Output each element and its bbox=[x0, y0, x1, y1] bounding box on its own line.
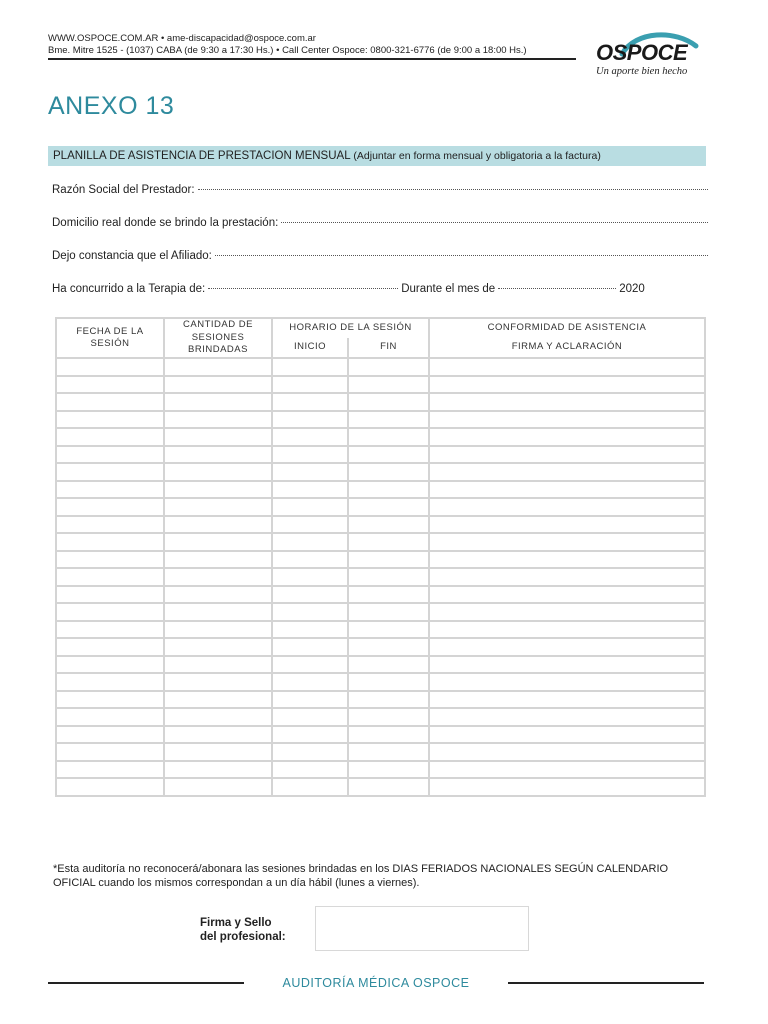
cell-inicio[interactable] bbox=[272, 673, 348, 691]
cell-fecha[interactable] bbox=[56, 516, 164, 534]
mes-label: Durante el mes de bbox=[401, 283, 496, 295]
cell-firma[interactable] bbox=[429, 761, 705, 779]
cell-fecha[interactable] bbox=[56, 638, 164, 656]
cell-firma[interactable] bbox=[429, 691, 705, 709]
attendance-table bbox=[55, 317, 706, 797]
table-row bbox=[56, 638, 705, 656]
cell-cantidad[interactable] bbox=[164, 726, 272, 744]
cell-inicio[interactable] bbox=[272, 708, 348, 726]
cell-fin[interactable] bbox=[348, 673, 429, 691]
cell-fecha[interactable] bbox=[56, 446, 164, 464]
cell-firma[interactable] bbox=[429, 656, 705, 674]
table-row bbox=[56, 516, 705, 534]
cell-fin[interactable] bbox=[348, 708, 429, 726]
cell-fecha[interactable] bbox=[56, 586, 164, 604]
afiliado-field[interactable] bbox=[52, 250, 708, 262]
cell-cantidad[interactable] bbox=[164, 446, 272, 464]
cell-firma[interactable] bbox=[429, 446, 705, 464]
cell-firma[interactable] bbox=[429, 463, 705, 481]
col-header-horario: HORARIO DE LA SESIÓN bbox=[272, 318, 429, 338]
cell-inicio[interactable] bbox=[272, 393, 348, 411]
cell-firma[interactable] bbox=[429, 481, 705, 499]
cell-cantidad[interactable] bbox=[164, 393, 272, 411]
header-contact-line: WWW.OSPOCE.COM.AR • ame-discapacidad@ospoce.com.ar bbox=[48, 33, 316, 44]
cell-inicio[interactable] bbox=[272, 498, 348, 516]
table-row bbox=[56, 498, 705, 516]
cell-inicio[interactable] bbox=[272, 411, 348, 429]
table-row bbox=[56, 428, 705, 446]
razon-social-label: Razón Social del Prestador: bbox=[52, 184, 195, 196]
table-row bbox=[56, 603, 705, 621]
cell-firma[interactable] bbox=[429, 586, 705, 604]
cell-firma[interactable] bbox=[429, 603, 705, 621]
table-row bbox=[56, 446, 705, 464]
cell-inicio[interactable] bbox=[272, 463, 348, 481]
cell-fecha[interactable] bbox=[56, 411, 164, 429]
cell-fin[interactable] bbox=[348, 428, 429, 446]
table-row bbox=[56, 393, 705, 411]
cell-firma[interactable] bbox=[429, 638, 705, 656]
cell-inicio[interactable] bbox=[272, 533, 348, 551]
cell-firma[interactable] bbox=[429, 551, 705, 569]
cell-fin[interactable] bbox=[348, 621, 429, 639]
signature-label-line1: Firma y Sello bbox=[200, 917, 272, 929]
cell-fecha[interactable] bbox=[56, 498, 164, 516]
cell-cantidad[interactable] bbox=[164, 691, 272, 709]
cell-cantidad[interactable] bbox=[164, 603, 272, 621]
cell-inicio[interactable] bbox=[272, 428, 348, 446]
header-divider bbox=[48, 58, 576, 60]
cell-cantidad[interactable] bbox=[164, 621, 272, 639]
cell-fecha[interactable] bbox=[56, 533, 164, 551]
col-header-inicio: INICIO bbox=[272, 338, 348, 358]
cell-inicio[interactable] bbox=[272, 743, 348, 761]
cell-cantidad[interactable] bbox=[164, 708, 272, 726]
table-row bbox=[56, 778, 705, 796]
domicilio-label: Domicilio real donde se brindo la prestación: bbox=[52, 217, 279, 229]
cell-cantidad[interactable] bbox=[164, 656, 272, 674]
cell-fin[interactable] bbox=[348, 358, 429, 376]
terapia-blank[interactable] bbox=[208, 288, 398, 289]
cell-cantidad[interactable] bbox=[164, 498, 272, 516]
table-row bbox=[56, 673, 705, 691]
cell-fecha[interactable] bbox=[56, 393, 164, 411]
afiliado-blank[interactable] bbox=[215, 255, 708, 256]
footer-divider-right bbox=[508, 982, 704, 984]
cell-cantidad[interactable] bbox=[164, 376, 272, 394]
table-row bbox=[56, 761, 705, 779]
logo-wordmark bbox=[596, 40, 708, 66]
cell-firma[interactable] bbox=[429, 428, 705, 446]
signature-label-line2: del profesional: bbox=[200, 931, 286, 943]
table-row bbox=[56, 743, 705, 761]
form-title: PLANILLA DE ASISTENCIA DE PRESTACION MENSUAL bbox=[53, 150, 351, 162]
cell-firma[interactable] bbox=[429, 778, 705, 796]
cell-inicio[interactable] bbox=[272, 691, 348, 709]
cell-inicio[interactable] bbox=[272, 603, 348, 621]
holiday-note: *Esta auditoría no reconocerá/abonara las sesiones brindadas en los DIAS FERIADOS NACIONALES SEGÚN CALENDARIO OFICIAL cuando los mismos correspondan a un día hábil (lunes a viernes). bbox=[53, 863, 669, 889]
cell-firma[interactable] bbox=[429, 743, 705, 761]
cell-fin[interactable] bbox=[348, 586, 429, 604]
logo-tagline: Un aporte bien hecho bbox=[596, 66, 688, 77]
form-subtitle: (Adjuntar en forma mensual y obligatoria a la factura) bbox=[353, 150, 601, 162]
cell-inicio[interactable] bbox=[272, 586, 348, 604]
cell-fin[interactable] bbox=[348, 516, 429, 534]
cell-fecha[interactable] bbox=[56, 761, 164, 779]
cell-fin[interactable] bbox=[348, 481, 429, 499]
cell-fecha[interactable] bbox=[56, 621, 164, 639]
cell-inicio[interactable] bbox=[272, 656, 348, 674]
footer-divider-left bbox=[48, 982, 244, 984]
table-row bbox=[56, 533, 705, 551]
mes-blank[interactable] bbox=[498, 288, 616, 289]
cell-fecha[interactable] bbox=[56, 568, 164, 586]
signature-box[interactable] bbox=[315, 906, 529, 951]
cell-fecha[interactable] bbox=[56, 603, 164, 621]
cell-fin[interactable] bbox=[348, 603, 429, 621]
cell-cantidad[interactable] bbox=[164, 358, 272, 376]
cell-inicio[interactable] bbox=[272, 376, 348, 394]
table-row bbox=[56, 656, 705, 674]
table-row bbox=[56, 411, 705, 429]
cell-fin[interactable] bbox=[348, 411, 429, 429]
afiliado-label: Dejo constancia que el Afiliado: bbox=[52, 250, 212, 262]
cell-cantidad[interactable] bbox=[164, 516, 272, 534]
cell-fecha[interactable] bbox=[56, 551, 164, 569]
form-title-band bbox=[48, 146, 706, 166]
cell-inicio[interactable] bbox=[272, 446, 348, 464]
table-row bbox=[56, 376, 705, 394]
cell-fecha[interactable] bbox=[56, 743, 164, 761]
table-row bbox=[56, 481, 705, 499]
cell-inicio[interactable] bbox=[272, 568, 348, 586]
cell-firma[interactable] bbox=[429, 411, 705, 429]
cell-fin[interactable] bbox=[348, 446, 429, 464]
ospoce-logo bbox=[596, 40, 708, 77]
domicilio-blank[interactable] bbox=[281, 222, 708, 223]
cell-fin[interactable] bbox=[348, 638, 429, 656]
footer-text: AUDITORÍA MÉDICA OSPOCE bbox=[282, 976, 470, 990]
cell-fin[interactable] bbox=[348, 463, 429, 481]
cell-firma[interactable] bbox=[429, 498, 705, 516]
cell-inicio[interactable] bbox=[272, 551, 348, 569]
logo-text: OSPOCE bbox=[596, 40, 688, 65]
cell-fin[interactable] bbox=[348, 498, 429, 516]
cell-inicio[interactable] bbox=[272, 621, 348, 639]
signature-label bbox=[200, 916, 286, 944]
cell-cantidad[interactable] bbox=[164, 568, 272, 586]
cell-fin[interactable] bbox=[348, 656, 429, 674]
cell-firma[interactable] bbox=[429, 568, 705, 586]
cell-firma[interactable] bbox=[429, 358, 705, 376]
cell-firma[interactable] bbox=[429, 673, 705, 691]
cell-inicio[interactable] bbox=[272, 481, 348, 499]
cell-fecha[interactable] bbox=[56, 481, 164, 499]
cell-fecha[interactable] bbox=[56, 463, 164, 481]
cell-cantidad[interactable] bbox=[164, 481, 272, 499]
table-row bbox=[56, 621, 705, 639]
cell-fin[interactable] bbox=[348, 726, 429, 744]
domicilio-field[interactable] bbox=[52, 217, 708, 229]
cell-fin[interactable] bbox=[348, 691, 429, 709]
cell-cantidad[interactable] bbox=[164, 778, 272, 796]
cell-cantidad[interactable] bbox=[164, 673, 272, 691]
cell-fin[interactable] bbox=[348, 393, 429, 411]
cell-firma[interactable] bbox=[429, 726, 705, 744]
table-row bbox=[56, 463, 705, 481]
col-header-fin: FIN bbox=[348, 338, 429, 358]
cell-fin[interactable] bbox=[348, 743, 429, 761]
col-header-fecha: FECHA DE LA SESIÓN bbox=[56, 318, 164, 358]
cell-cantidad[interactable] bbox=[164, 761, 272, 779]
cell-inicio[interactable] bbox=[272, 761, 348, 779]
table-row bbox=[56, 586, 705, 604]
terapia-field[interactable] bbox=[52, 283, 708, 295]
header-address-line: Bme. Mitre 1525 - (1037) CABA (de 9:30 a 17:30 Hs.) • Call Center Ospoce: 0800-321-6776 (de 9:00 a 18:00 Hs.) bbox=[48, 45, 527, 56]
cell-inicio[interactable] bbox=[272, 638, 348, 656]
cell-cantidad[interactable] bbox=[164, 743, 272, 761]
cell-cantidad[interactable] bbox=[164, 533, 272, 551]
cell-cantidad[interactable] bbox=[164, 638, 272, 656]
cell-firma[interactable] bbox=[429, 533, 705, 551]
table-row bbox=[56, 691, 705, 709]
cell-fecha[interactable] bbox=[56, 673, 164, 691]
cell-cantidad[interactable] bbox=[164, 463, 272, 481]
cell-firma[interactable] bbox=[429, 393, 705, 411]
cell-inicio[interactable] bbox=[272, 358, 348, 376]
table-row bbox=[56, 726, 705, 744]
razon-social-field[interactable] bbox=[52, 184, 708, 196]
cell-fecha[interactable] bbox=[56, 376, 164, 394]
table-row bbox=[56, 551, 705, 569]
col-header-conformidad: CONFORMIDAD DE ASISTENCIA bbox=[429, 318, 705, 338]
col-header-cantidad: CANTIDAD DE SESIONES BRINDADAS bbox=[164, 318, 272, 358]
cell-cantidad[interactable] bbox=[164, 411, 272, 429]
cell-fecha[interactable] bbox=[56, 656, 164, 674]
cell-inicio[interactable] bbox=[272, 726, 348, 744]
cell-fecha[interactable] bbox=[56, 691, 164, 709]
cell-firma[interactable] bbox=[429, 708, 705, 726]
cell-fecha[interactable] bbox=[56, 708, 164, 726]
table-row bbox=[56, 358, 705, 376]
cell-fin[interactable] bbox=[348, 376, 429, 394]
cell-firma[interactable] bbox=[429, 516, 705, 534]
cell-fecha[interactable] bbox=[56, 358, 164, 376]
cell-fecha[interactable] bbox=[56, 428, 164, 446]
cell-firma[interactable] bbox=[429, 376, 705, 394]
cell-firma[interactable] bbox=[429, 621, 705, 639]
cell-fin[interactable] bbox=[348, 568, 429, 586]
cell-fin[interactable] bbox=[348, 533, 429, 551]
cell-cantidad[interactable] bbox=[164, 551, 272, 569]
table-row bbox=[56, 568, 705, 586]
cell-fecha[interactable] bbox=[56, 726, 164, 744]
year-label: 2020 bbox=[619, 283, 645, 295]
cell-fin[interactable] bbox=[348, 761, 429, 779]
cell-fecha[interactable] bbox=[56, 778, 164, 796]
terapia-label: Ha concurrido a la Terapia de: bbox=[52, 283, 206, 295]
col-header-firma: FIRMA Y ACLARACIÓN bbox=[429, 338, 705, 358]
cell-fin[interactable] bbox=[348, 778, 429, 796]
cell-inicio[interactable] bbox=[272, 516, 348, 534]
table-row bbox=[56, 708, 705, 726]
cell-cantidad[interactable] bbox=[164, 586, 272, 604]
cell-fin[interactable] bbox=[348, 551, 429, 569]
cell-cantidad[interactable] bbox=[164, 428, 272, 446]
page-title: ANEXO 13 bbox=[48, 92, 175, 120]
cell-inicio[interactable] bbox=[272, 778, 348, 796]
razon-social-blank[interactable] bbox=[198, 189, 708, 190]
